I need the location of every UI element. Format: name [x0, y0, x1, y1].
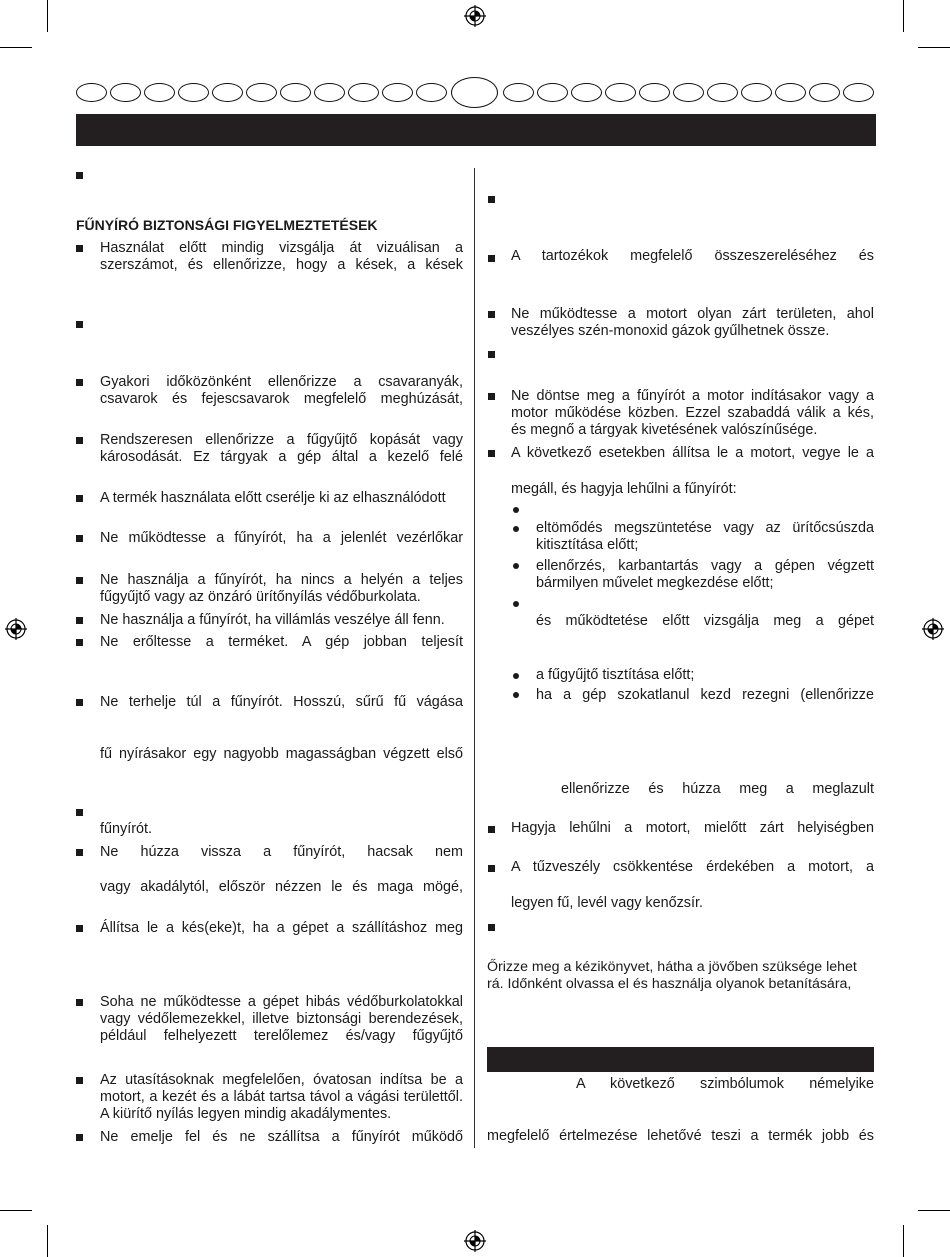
language-tab[interactable]	[673, 83, 704, 102]
registration-mark-icon	[464, 5, 486, 27]
language-tab-active[interactable]	[451, 77, 498, 108]
paragraph-line: Ne használja a fűnyírót, ha nincs a helyén a teljes	[100, 572, 463, 588]
paragraph-line: A következő szimbólumok némelyike	[576, 1076, 874, 1092]
language-tab[interactable]	[809, 83, 840, 102]
language-tab[interactable]	[416, 83, 447, 102]
paragraph-line: Őrizze meg a kézikönyvet, hátha a jövőben szüksége lehet	[487, 959, 857, 975]
language-tab[interactable]	[382, 83, 413, 102]
paragraph-line: fű nyírásakor egy nagyobb magasságban végzett első	[100, 746, 463, 762]
paragraph-line: szerszámot, és ellenőrizze, hogy a kések, a kések	[100, 257, 463, 273]
registration-mark-icon	[922, 618, 944, 640]
sub-bullet	[513, 692, 519, 698]
sub-item-line: és működtetése előtt vizsgálja meg a gépet	[536, 613, 874, 629]
bullet	[76, 1077, 83, 1084]
bullet	[488, 924, 495, 931]
paragraph-line: rá. Időnként olvassa el és használja olyanok betanítására,	[487, 976, 852, 992]
paragraph-line: csavarok és fejescsavarok megfelelő meghúzását,	[100, 391, 463, 407]
language-tab[interactable]	[843, 83, 874, 102]
bullet	[76, 172, 83, 179]
paragraph-line: fűgyűjtő vagy az önzáró ürítőnyílás védőburkolata.	[100, 589, 421, 605]
paragraph-line: megfelelő értelmezése lehetővé teszi a termék jobb és	[487, 1128, 874, 1144]
paragraph-line: Ne döntse meg a fűnyírót a motor indításakor vagy a	[511, 388, 874, 404]
language-tab[interactable]	[280, 83, 311, 102]
bullet	[76, 999, 83, 1006]
paragraph-line: fűnyírót.	[100, 821, 152, 837]
paragraph-line: A következő esetekben állítsa le a motort, vegye le a	[511, 445, 874, 461]
column-divider	[474, 168, 475, 1148]
bullet	[488, 865, 495, 872]
paragraph-line: veszélyes szén-monoxid gázok gyűlhetnek össze.	[511, 323, 830, 339]
bullet	[488, 255, 495, 262]
language-tab[interactable]	[741, 83, 772, 102]
paragraph-line: A tartozékok megfelelő összeszereléséhez és	[511, 248, 874, 264]
title-band	[76, 114, 876, 146]
paragraph-line: Ne terhelje túl a fűnyírót. Hosszú, sűrű fű vágása	[100, 694, 463, 710]
paragraph-line: Ne húzza vissza a fűnyírót, hacsak nem	[100, 844, 463, 860]
bullet	[76, 639, 83, 646]
paragraph-line: és megnő a tárgyak kivetésének valószínűsége.	[511, 422, 818, 438]
registration-mark-icon	[5, 618, 27, 640]
sub-item-line: ha a gép szokatlanul kezd rezegni (ellenőrizze	[536, 687, 874, 703]
language-tab[interactable]	[605, 83, 636, 102]
sub-item-line: bármilyen művelet megkezdése előtt;	[536, 575, 774, 591]
bullet	[488, 393, 495, 400]
language-tab[interactable]	[246, 83, 277, 102]
paragraph-line: károsodását. Ez tárgyak a gép által a kezelő felé	[100, 449, 463, 465]
paragraph-line: megáll, és hagyja lehűlni a fűnyírót:	[511, 481, 737, 497]
bullet	[76, 321, 83, 328]
language-tab[interactable]	[348, 83, 379, 102]
sub-bullet	[513, 507, 519, 513]
bullet	[488, 826, 495, 833]
paragraph-line: Ne működtesse a motort olyan zárt területen, ahol	[511, 306, 874, 322]
language-tab[interactable]	[314, 83, 345, 102]
paragraph-line: A kiürítő nyílás legyen mindig akadálymentes.	[100, 1106, 392, 1122]
language-tab[interactable]	[571, 83, 602, 102]
crop-mark	[47, 0, 48, 32]
language-tab[interactable]	[144, 83, 175, 102]
section-heading-band	[487, 1047, 874, 1072]
paragraph-line: A termék használata előtt cserélje ki az elhasználódott	[100, 490, 446, 506]
bullet	[76, 1134, 83, 1141]
bullet	[76, 245, 83, 252]
crop-mark	[918, 47, 950, 48]
bullet	[76, 617, 83, 624]
bullet	[76, 379, 83, 386]
paragraph-line: motort, a kezét és a lábát tartsa távol a vágási területtől.	[100, 1089, 463, 1105]
paragraph-line: Ne működtesse a fűnyírót, ha a jelenlét vezérlőkar	[100, 530, 463, 546]
crop-mark	[47, 1225, 48, 1257]
crop-mark	[0, 1210, 32, 1211]
sub-item-line: ellenőrizze és húzza meg a meglazult	[561, 781, 874, 797]
paragraph-line: legyen fű, levél vagy kenőzsír.	[511, 895, 703, 911]
language-tab[interactable]	[775, 83, 806, 102]
crop-mark	[0, 47, 32, 48]
bullet	[488, 196, 495, 203]
paragraph-line: Ne emelje fel és ne szállítsa a fűnyírót működő	[100, 1129, 463, 1145]
sub-bullet	[513, 673, 519, 679]
language-tab[interactable]	[503, 83, 534, 102]
language-tab[interactable]	[76, 83, 107, 102]
language-tab[interactable]	[110, 83, 141, 102]
language-tab[interactable]	[537, 83, 568, 102]
sub-item-line: a fűgyűjtő tisztítása előtt;	[536, 667, 695, 683]
crop-mark	[903, 0, 904, 32]
language-tab[interactable]	[639, 83, 670, 102]
sub-item-line: kitisztítása előtt;	[536, 537, 639, 553]
paragraph-line: vagy védőlemezekkel, illetve biztonsági berendezések,	[100, 1011, 463, 1027]
crop-mark	[903, 1225, 904, 1257]
language-tab[interactable]	[178, 83, 209, 102]
paragraph-line: Állítsa le a kés(eke)t, ha a gépet a szállításhoz meg	[100, 920, 463, 936]
bullet	[76, 699, 83, 706]
section-heading: FŰNYÍRÓ BIZTONSÁGI FIGYELMEZTETÉSEK	[76, 217, 378, 233]
paragraph-line: vagy akadálytól, először nézzen le és maga mögé,	[100, 879, 463, 895]
paragraph-line: Rendszeresen ellenőrizze a fűgyűjtő kopását vagy	[100, 432, 463, 448]
bullet	[488, 311, 495, 318]
paragraph-line: motor működése közben. Ezzel szabaddá válik a kés,	[511, 405, 874, 421]
bullet	[76, 809, 83, 816]
paragraph-line: Hagyja lehűlni a motort, mielőtt zárt helyiségben	[511, 820, 874, 836]
paragraph-line: Ne használja a fűnyírót, ha villámlás veszélye áll fenn.	[100, 612, 445, 628]
paragraph-line: Használat előtt mindig vizsgálja át vizuálisan a	[100, 240, 463, 256]
bullet	[76, 849, 83, 856]
paragraph-line: például felhelyezett terelőlemez és/vagy fűgyűjtő	[100, 1028, 463, 1044]
bullet	[76, 437, 83, 444]
language-tab[interactable]	[212, 83, 243, 102]
registration-mark-icon	[464, 1230, 486, 1252]
bullet	[488, 450, 495, 457]
language-tab[interactable]	[707, 83, 738, 102]
sub-bullet	[513, 563, 519, 569]
paragraph-line: Ne erőltesse a terméket. A gép jobban teljesít	[100, 634, 463, 650]
sub-bullet	[513, 526, 519, 532]
bullet	[76, 495, 83, 502]
sub-item-line: eltömődés megszüntetése vagy az ürítőcsúszda	[536, 520, 874, 536]
paragraph-line: A tűzveszély csökkentése érdekében a motort, a	[511, 859, 874, 875]
sub-item-line: ellenőrzés, karbantartás vagy a gépen végzett	[536, 558, 874, 574]
sub-bullet	[513, 601, 519, 607]
bullet	[488, 351, 495, 358]
bullet	[76, 577, 83, 584]
crop-mark	[918, 1210, 950, 1211]
bullet	[76, 535, 83, 542]
paragraph-line: Az utasításoknak megfelelően, óvatosan indítsa be a	[100, 1072, 463, 1088]
bullet	[76, 925, 83, 932]
paragraph-line: Soha ne működtesse a gépet hibás védőburkolatokkal	[100, 994, 463, 1010]
paragraph-line: Gyakori időközönként ellenőrizze a csavaranyák,	[100, 374, 463, 390]
